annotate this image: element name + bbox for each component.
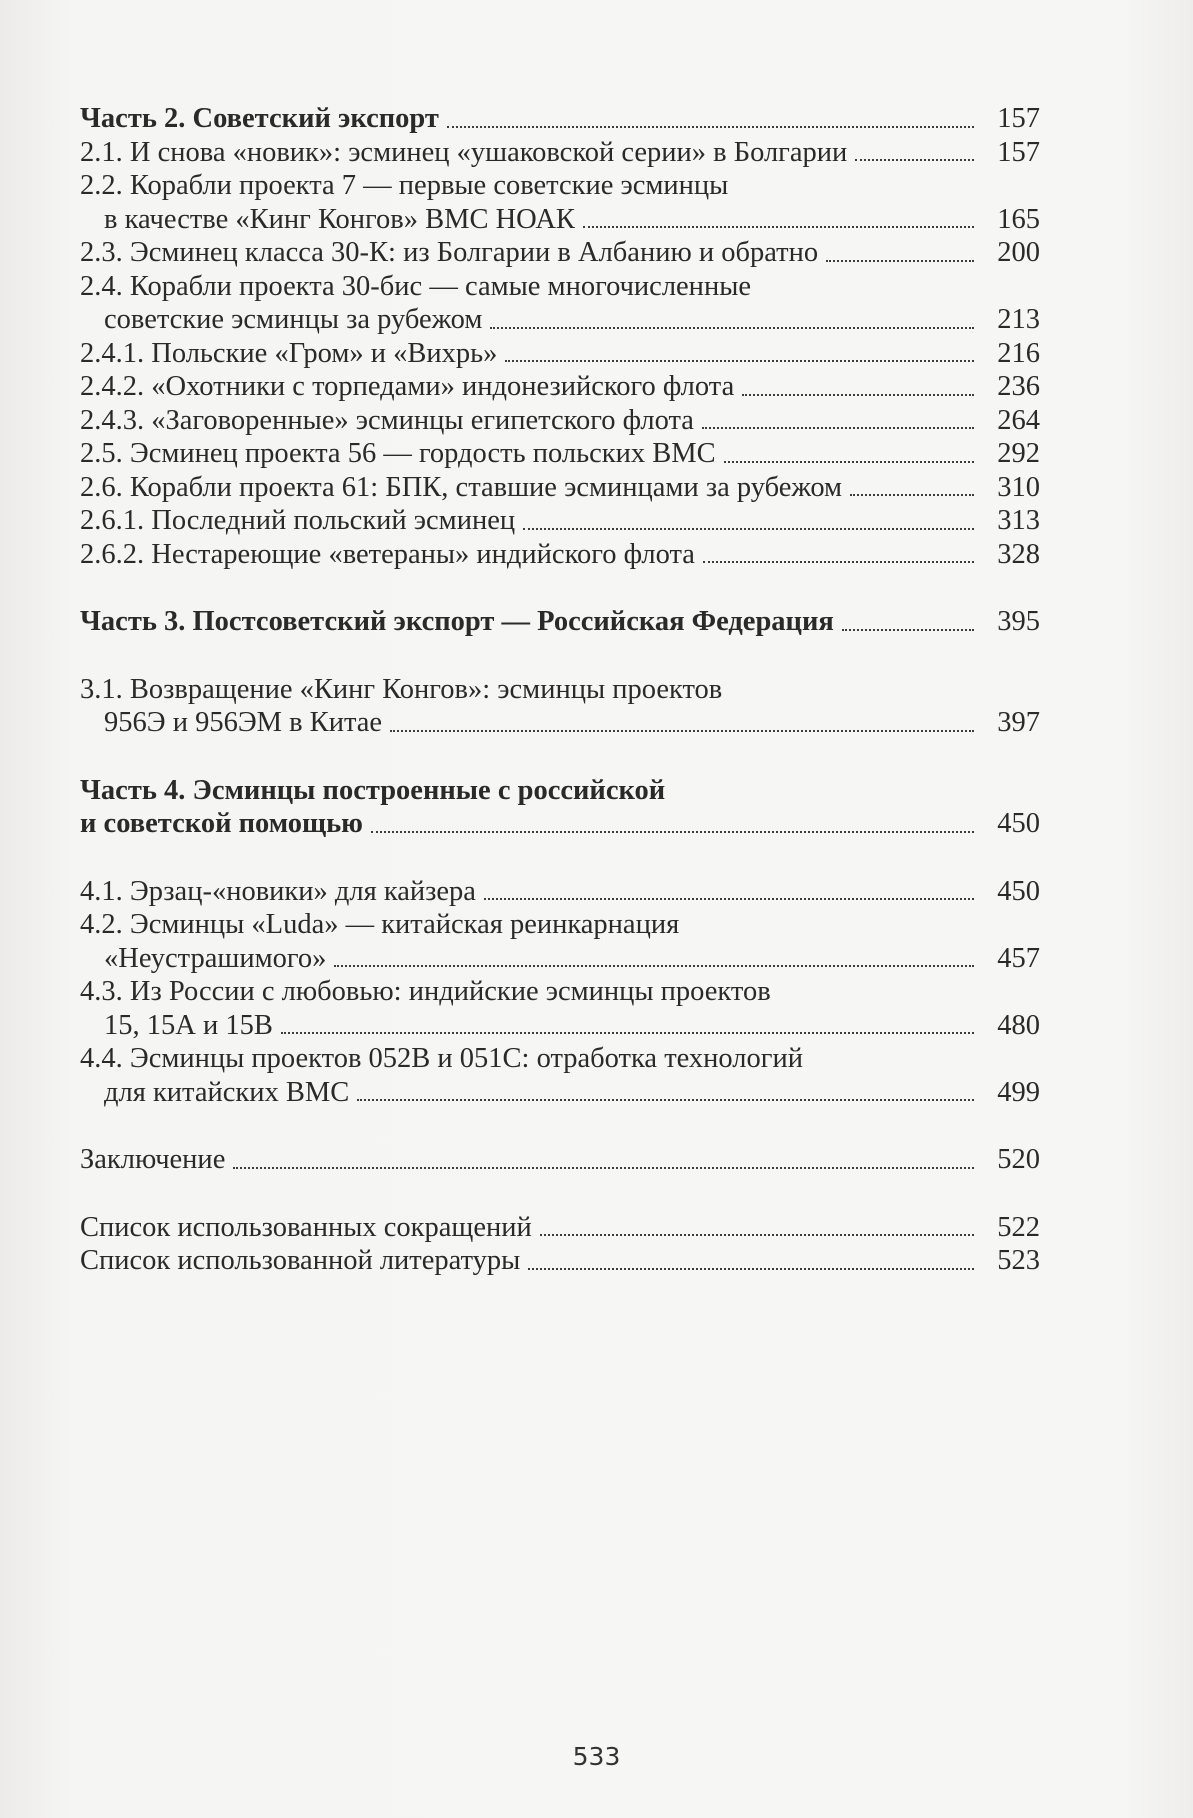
dot-leader [490, 327, 974, 329]
toc-entry-title: 4.2. Эсминцы «Luda» — китайская реинкарнация [80, 909, 680, 940]
toc-entry-title: 2.4.1. Польские «Гром» и «Вихрь» [80, 337, 498, 369]
toc-page-number: 523 [997, 1245, 1040, 1276]
toc-part-4-heading-block [80, 774, 1040, 841]
toc-page-number: 450 [997, 808, 1040, 839]
toc-entry-title: 2.1. И снова «новик»: эсминец «ушаковской серии» в Болгарии [80, 136, 848, 168]
toc-entry-title: в качестве «Кинг Конгов» ВМС НОАК [104, 203, 575, 235]
toc-entry [80, 370, 1040, 404]
toc-entry [80, 875, 1040, 909]
toc-page-number: 457 [997, 942, 1040, 974]
toc-entry [80, 975, 1040, 1009]
toc-part-2 [80, 102, 1040, 571]
toc-entry-conclusion [80, 1143, 1040, 1177]
toc-entry [80, 1042, 1040, 1076]
toc-page-number: 480 [997, 1009, 1040, 1041]
toc-entry-title: 3.1. Возвращение «Кинг Конгов»: эсминцы проектов [80, 673, 723, 705]
toc-entry [80, 404, 1040, 438]
dot-leader [233, 1167, 974, 1169]
toc-entry-title: 4.1. Эрзац-«новики» для кайзера [80, 875, 476, 907]
toc-appendix-block [80, 1211, 1040, 1278]
dot-leader [540, 1234, 974, 1236]
toc-entry [80, 169, 1040, 203]
toc-page-number: 450 [997, 875, 1040, 907]
toc-part-heading [80, 102, 1040, 136]
dot-leader [583, 226, 974, 228]
dot-leader [357, 1099, 974, 1101]
toc-entry [80, 337, 1040, 371]
toc-page-number: 236 [997, 371, 1040, 402]
toc-entry-title: 4.4. Эсминцы проектов 052В и 051С: отработка технологий [80, 1043, 803, 1074]
toc-entry-title: 2.6.1. Последний польский эсминец [80, 505, 516, 536]
toc-part-3-heading-block [80, 605, 1040, 639]
toc-entry-title: «Неустрашимого» [104, 942, 327, 974]
toc-entry-continuation [80, 1009, 1040, 1043]
toc-entry-title: Список использованных сокращений [80, 1211, 532, 1243]
toc-page-number: 499 [997, 1076, 1040, 1108]
page-number-footer: 533 [572, 1742, 621, 1771]
toc-part-title: Часть 3. Постсоветский экспорт — Российская Федерация [80, 606, 834, 637]
toc-entry [80, 538, 1040, 572]
dot-leader [523, 528, 974, 530]
toc-entry [80, 270, 1040, 304]
dot-leader [528, 1268, 974, 1270]
toc-entry-title: 2.2. Корабли проекта 7 — первые советские эсминцы [80, 170, 729, 201]
toc-entry-title: Заключение [80, 1144, 226, 1175]
toc-page-number: 157 [997, 136, 1040, 168]
toc-entry [80, 504, 1040, 538]
dot-leader [390, 730, 974, 732]
toc-entry-title: 4.3. Из России с любовью: индийские эсминцы проектов [80, 976, 771, 1007]
toc-entry [80, 236, 1040, 270]
toc-entry-title: 2.4. Корабли проекта 30-бис — самые многочисленные [80, 270, 751, 302]
toc-entry-title: 2.4.2. «Охотники с торпедами» индонезийского флота [80, 371, 735, 402]
toc-page-number: 200 [997, 237, 1040, 268]
toc-entry-abbreviations [80, 1211, 1040, 1245]
toc-page-number: 213 [997, 304, 1040, 335]
toc-entry-title: 2.5. Эсминец проекта 56 — гордость польских ВМС [80, 438, 716, 469]
table-of-contents [80, 102, 1040, 1312]
toc-page-number: 165 [997, 203, 1040, 235]
toc-part-4-items [80, 875, 1040, 1110]
toc-entry-title: для китайских ВМС [104, 1076, 350, 1108]
toc-page-number: 313 [997, 505, 1040, 536]
toc-entry [80, 908, 1040, 942]
dot-leader [371, 831, 974, 833]
dot-leader [281, 1032, 974, 1034]
toc-page-number: 395 [997, 606, 1040, 637]
toc-entry-title: советские эсминцы за рубежом [104, 304, 483, 335]
dot-leader [505, 360, 974, 362]
toc-page-number: 520 [997, 1144, 1040, 1175]
toc-part-heading [80, 605, 1040, 639]
dot-leader [703, 561, 974, 563]
toc-part-title: и советской помощью [80, 808, 363, 839]
toc-page-number: 328 [997, 538, 1040, 570]
dot-leader [826, 260, 974, 262]
toc-entry-continuation [80, 1076, 1040, 1110]
dot-leader [842, 629, 974, 631]
toc-entry-continuation [80, 303, 1040, 337]
toc-entry-bibliography [80, 1244, 1040, 1278]
toc-entry [80, 471, 1040, 505]
dot-leader [855, 159, 974, 161]
dot-leader [447, 126, 974, 128]
toc-entry-title: 2.3. Эсминец класса 30-К: из Болгарии в Албанию и обратно [80, 237, 819, 268]
dot-leader [742, 394, 974, 396]
toc-entry-continuation [80, 942, 1040, 976]
toc-part-title: Часть 4. Эсминцы построенные с российской [80, 774, 666, 806]
toc-entry-title: 15, 15А и 15В [104, 1009, 273, 1041]
toc-part-heading [80, 774, 1040, 808]
dot-leader [724, 461, 974, 463]
toc-page-number: 264 [997, 404, 1040, 436]
toc-page-number: 292 [997, 438, 1040, 469]
toc-page-number: 157 [997, 103, 1040, 134]
toc-entry-continuation [80, 203, 1040, 237]
toc-entry-title: 2.4.3. «Заговоренные» эсминцы египетского флота [80, 404, 694, 436]
toc-page-number: 522 [997, 1211, 1040, 1243]
dot-leader [850, 494, 974, 496]
toc-entry-title: Список использованной литературы [80, 1245, 521, 1276]
toc-conclusion-block [80, 1143, 1040, 1177]
toc-part-heading-continuation [80, 807, 1040, 841]
toc-page-number: 397 [997, 707, 1040, 738]
dot-leader [334, 965, 974, 967]
dot-leader [702, 427, 974, 429]
toc-entry-title: 2.6. Корабли проекта 61: БПК, ставшие эсминцами за рубежом [80, 471, 843, 503]
toc-part-title: Часть 2. Советский экспорт [80, 103, 439, 134]
toc-entry [80, 437, 1040, 471]
dot-leader [484, 898, 974, 900]
toc-entry-continuation [80, 706, 1040, 740]
toc-page-number: 216 [997, 337, 1040, 369]
toc-entry [80, 136, 1040, 170]
toc-part-3-items [80, 673, 1040, 740]
toc-entry [80, 673, 1040, 707]
toc-entry-title: 956Э и 956ЭМ в Китае [104, 707, 383, 738]
toc-entry-title: 2.6.2. Нестареющие «ветераны» индийского флота [80, 538, 695, 570]
toc-page-number: 310 [997, 471, 1040, 503]
